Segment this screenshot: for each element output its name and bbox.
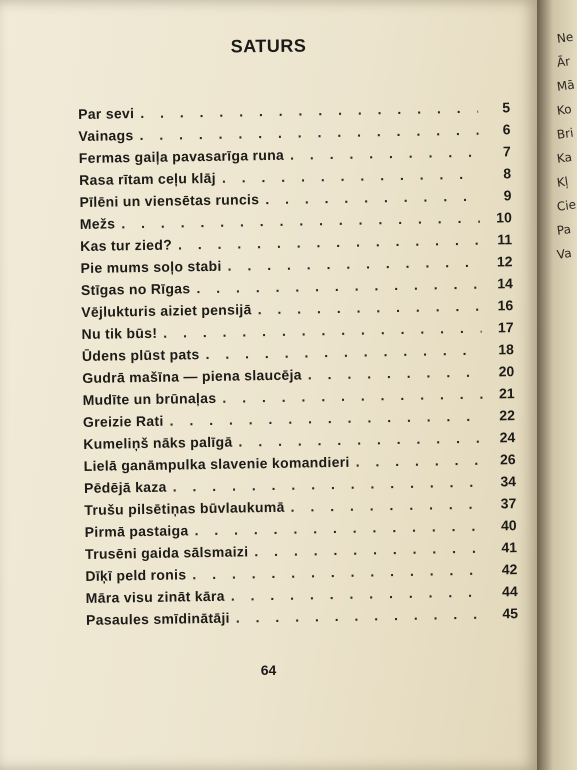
toc-page: 44	[501, 583, 518, 600]
toc-title: Pirmā pastaiga	[84, 522, 189, 540]
toc-page: 14	[497, 275, 513, 292]
toc-title: Kas tur zied?	[80, 236, 173, 254]
toc-title: Fermas gaiļa pavasarīga runa	[78, 146, 285, 166]
toc-leader	[205, 342, 482, 362]
toc-title: Pie mums soļo stabi	[80, 257, 222, 276]
right-page-fragment: Mā	[556, 77, 576, 94]
page-number: 64	[260, 662, 277, 678]
toc-page: 8	[503, 165, 512, 182]
toc-title: Gudrā mašīna — piena slaucēja	[82, 366, 302, 386]
toc-title: Pēdējā kaza	[83, 478, 167, 496]
toc-title: Mudīte un brūnaļas	[82, 389, 217, 408]
toc-page: 24	[499, 429, 516, 446]
toc-page: 11	[497, 231, 513, 248]
toc-page: 45	[502, 605, 519, 622]
toc-leader	[290, 144, 479, 163]
toc-title: Vējlukturis aiziet pensijā	[81, 301, 252, 320]
toc-title: Mežs	[79, 215, 116, 232]
toc-leader	[238, 430, 483, 450]
toc-title: Vainags	[78, 127, 134, 144]
toc-page: 16	[497, 297, 514, 314]
toc-page: 22	[499, 407, 516, 424]
toc-page: 20	[498, 363, 515, 380]
toc-title: Stīgas no Rīgas	[80, 280, 191, 298]
toc-page: 41	[501, 539, 518, 556]
toc-title: Trusēni gaida sālsmaizi	[84, 543, 249, 562]
right-page-fragment: Ka	[556, 149, 573, 166]
toc-page: 40	[500, 517, 517, 534]
toc-leader	[222, 386, 482, 406]
toc-leader	[194, 518, 484, 539]
toc-leader	[140, 100, 478, 121]
toc-page: 42	[501, 561, 518, 578]
toc-leader	[254, 540, 485, 560]
right-page-fragment: Ne	[556, 29, 575, 46]
right-page-fragment: Pa	[556, 222, 572, 238]
toc-title: Pīlēni un viensētas runcis	[79, 191, 260, 210]
toc-leader	[265, 188, 479, 207]
toc-leader	[290, 496, 484, 515]
table-of-contents	[78, 99, 518, 634]
toc-leader	[356, 452, 484, 470]
toc-leader	[222, 166, 479, 186]
toc-leader	[231, 584, 486, 604]
right-page-fragment: Ko	[556, 101, 573, 118]
toc-leader	[196, 276, 481, 296]
toc-page: 5	[502, 99, 511, 116]
toc-leader	[236, 606, 486, 626]
toc-title: Kumeliņš nāks palīgā	[83, 433, 233, 452]
toc-page: 34	[500, 473, 517, 490]
toc-title: Pasaules smīdinātāji	[85, 609, 230, 628]
right-page-fragment: Bri	[556, 125, 575, 142]
toc-title: Rasa rītam ceļu klāj	[79, 169, 217, 188]
toc-page: 12	[496, 253, 513, 270]
toc-leader	[178, 232, 480, 253]
toc-title: Dīķī peld ronis	[85, 566, 187, 584]
toc-page: 10	[496, 209, 512, 226]
toc-page: 7	[502, 143, 511, 160]
toc-leader	[258, 298, 482, 318]
toc-title: Ūdens plūst pats	[81, 346, 200, 364]
toc-page: 26	[499, 451, 516, 468]
toc-title: Trušu pilsētiņas būvlaukumā	[84, 498, 285, 518]
toc-page: 17	[497, 319, 514, 336]
page-title: SATURS	[230, 35, 307, 57]
toc-leader	[192, 562, 485, 583]
toc-leader	[227, 254, 480, 274]
toc-title: Lielā ganāmpulka slavenie komandieri	[83, 453, 350, 474]
right-page-fragment: Kļ	[556, 174, 570, 190]
right-page-fragment: Va	[556, 245, 573, 262]
toc-title: Greizie Rati	[82, 412, 164, 430]
toc-leader	[308, 364, 483, 383]
toc-page: 18	[498, 341, 514, 358]
right-page-fragment: Ār	[556, 54, 571, 70]
toc-page: 21	[498, 385, 515, 402]
toc-title: Māra visu zināt kāra	[85, 587, 225, 606]
toc-page: 9	[503, 187, 512, 204]
toc-page: 6	[502, 121, 511, 138]
toc-title: Par sevi	[78, 105, 135, 122]
toc-page: 37	[500, 495, 517, 512]
toc-title: Nu tik būs!	[81, 324, 158, 342]
right-page-fragment: Cie	[556, 197, 577, 214]
